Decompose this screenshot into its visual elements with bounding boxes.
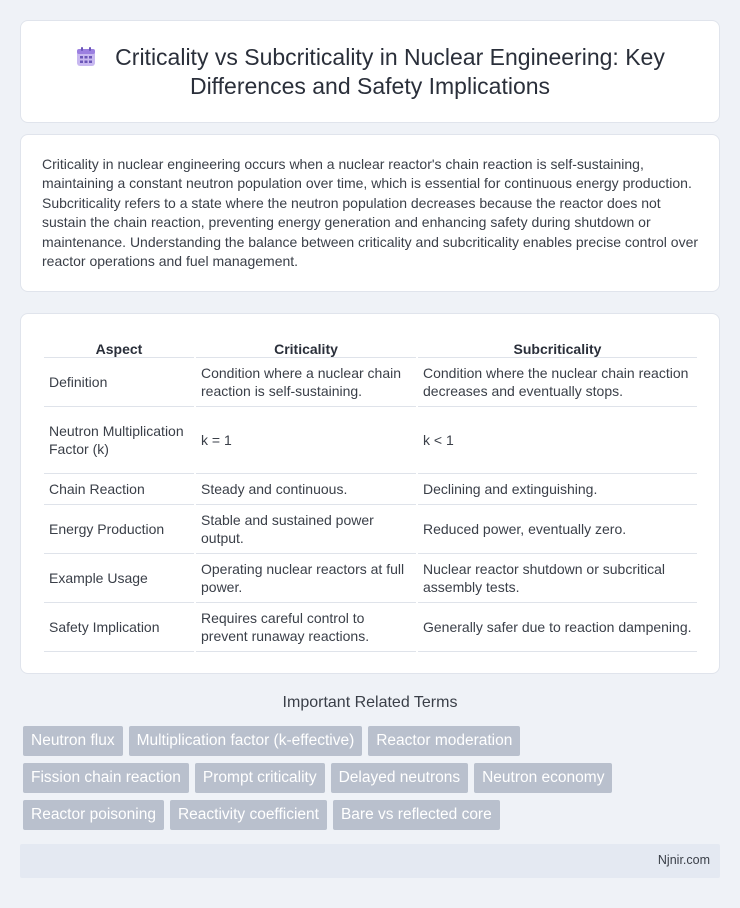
intro-card — [20, 134, 720, 292]
table-cell: Safety Implication — [44, 603, 194, 652]
table-cell: k < 1 — [418, 407, 697, 474]
tag-multiplication-factor[interactable]: Multiplication factor (k-effective) — [129, 726, 363, 756]
tag-neutron-economy[interactable]: Neutron economy — [474, 763, 612, 793]
table-row — [44, 407, 697, 474]
table-cell: Steady and continuous. — [196, 474, 416, 505]
table-cell: Reduced power, eventually zero. — [418, 505, 697, 554]
tag-row — [23, 763, 713, 793]
table-cell: Condition where the nuclear chain reaction decreases and eventually stops. — [418, 358, 697, 407]
table-cell: Generally safer due to reaction dampening. — [418, 603, 697, 652]
table-cell: Example Usage — [44, 554, 194, 603]
tag-fission-chain-reaction[interactable]: Fission chain reaction — [23, 763, 189, 793]
table-cell: Energy Production — [44, 505, 194, 554]
footer-bar — [20, 844, 720, 878]
comparison-table — [42, 334, 699, 652]
table-cell: Stable and sustained power output. — [196, 505, 416, 554]
page-title: Criticality vs Subcriticality in Nuclear Engineering: Key Differences and Safety Implications — [115, 44, 665, 99]
tag-delayed-neutrons[interactable]: Delayed neutrons — [331, 763, 469, 793]
page-title-block — [21, 43, 719, 101]
tag-row — [23, 800, 713, 830]
intro-paragraph: Criticality in nuclear engineering occurs when a nuclear reactor's chain reaction is self-sustaining, maintaining a constant neutron population over time, which is essential for continuous energy production. Subcriticality refers to a state where the neutron population decreases because the reactor does not sustain the chain reaction, preventing energy generation and enhancing safety during shutdown or maintenance. Understanding the balance between criticality and subcriticality enables precise control over reactor operations and fuel management. — [42, 156, 699, 270]
table-row — [44, 554, 697, 603]
related-terms-list — [23, 726, 713, 837]
related-terms-title: Important Related Terms — [282, 694, 458, 711]
tag-reactivity-coefficient[interactable]: Reactivity coefficient — [170, 800, 327, 830]
table-row — [44, 505, 697, 554]
comparison-card — [20, 313, 720, 674]
table-header-row — [44, 334, 697, 358]
table-row — [44, 358, 697, 407]
title-card — [20, 20, 720, 123]
table-cell: Nuclear reactor shutdown or subcritical assembly tests. — [418, 554, 697, 603]
footer-site-name[interactable]: Njnir.com — [657, 853, 710, 867]
table-cell: Requires careful control to prevent runaway reactions. — [196, 603, 416, 652]
header-criticality: Criticality — [196, 334, 416, 358]
tag-neutron-flux[interactable]: Neutron flux — [23, 726, 123, 756]
table-cell: Definition — [44, 358, 194, 407]
tag-reactor-moderation[interactable]: Reactor moderation — [368, 726, 520, 756]
calendar-grid-icon — [75, 46, 97, 68]
tag-prompt-criticality[interactable]: Prompt criticality — [195, 763, 325, 793]
table-row — [44, 474, 697, 505]
tag-reactor-poisoning[interactable]: Reactor poisoning — [23, 800, 164, 830]
table-cell: Condition where a nuclear chain reaction is self-sustaining. — [196, 358, 416, 407]
header-subcriticality: Subcriticality — [418, 334, 697, 358]
table-cell: k = 1 — [196, 407, 416, 474]
tag-row — [23, 726, 713, 756]
table-row — [44, 603, 697, 652]
table-cell: Operating nuclear reactors at full power. — [196, 554, 416, 603]
table-cell: Declining and extinguishing. — [418, 474, 697, 505]
tag-bare-vs-reflected-core[interactable]: Bare vs reflected core — [333, 800, 500, 830]
header-aspect: Aspect — [44, 334, 194, 358]
table-cell: Chain Reaction — [44, 474, 194, 505]
table-cell: Neutron Multiplication Factor (k) — [44, 407, 194, 474]
